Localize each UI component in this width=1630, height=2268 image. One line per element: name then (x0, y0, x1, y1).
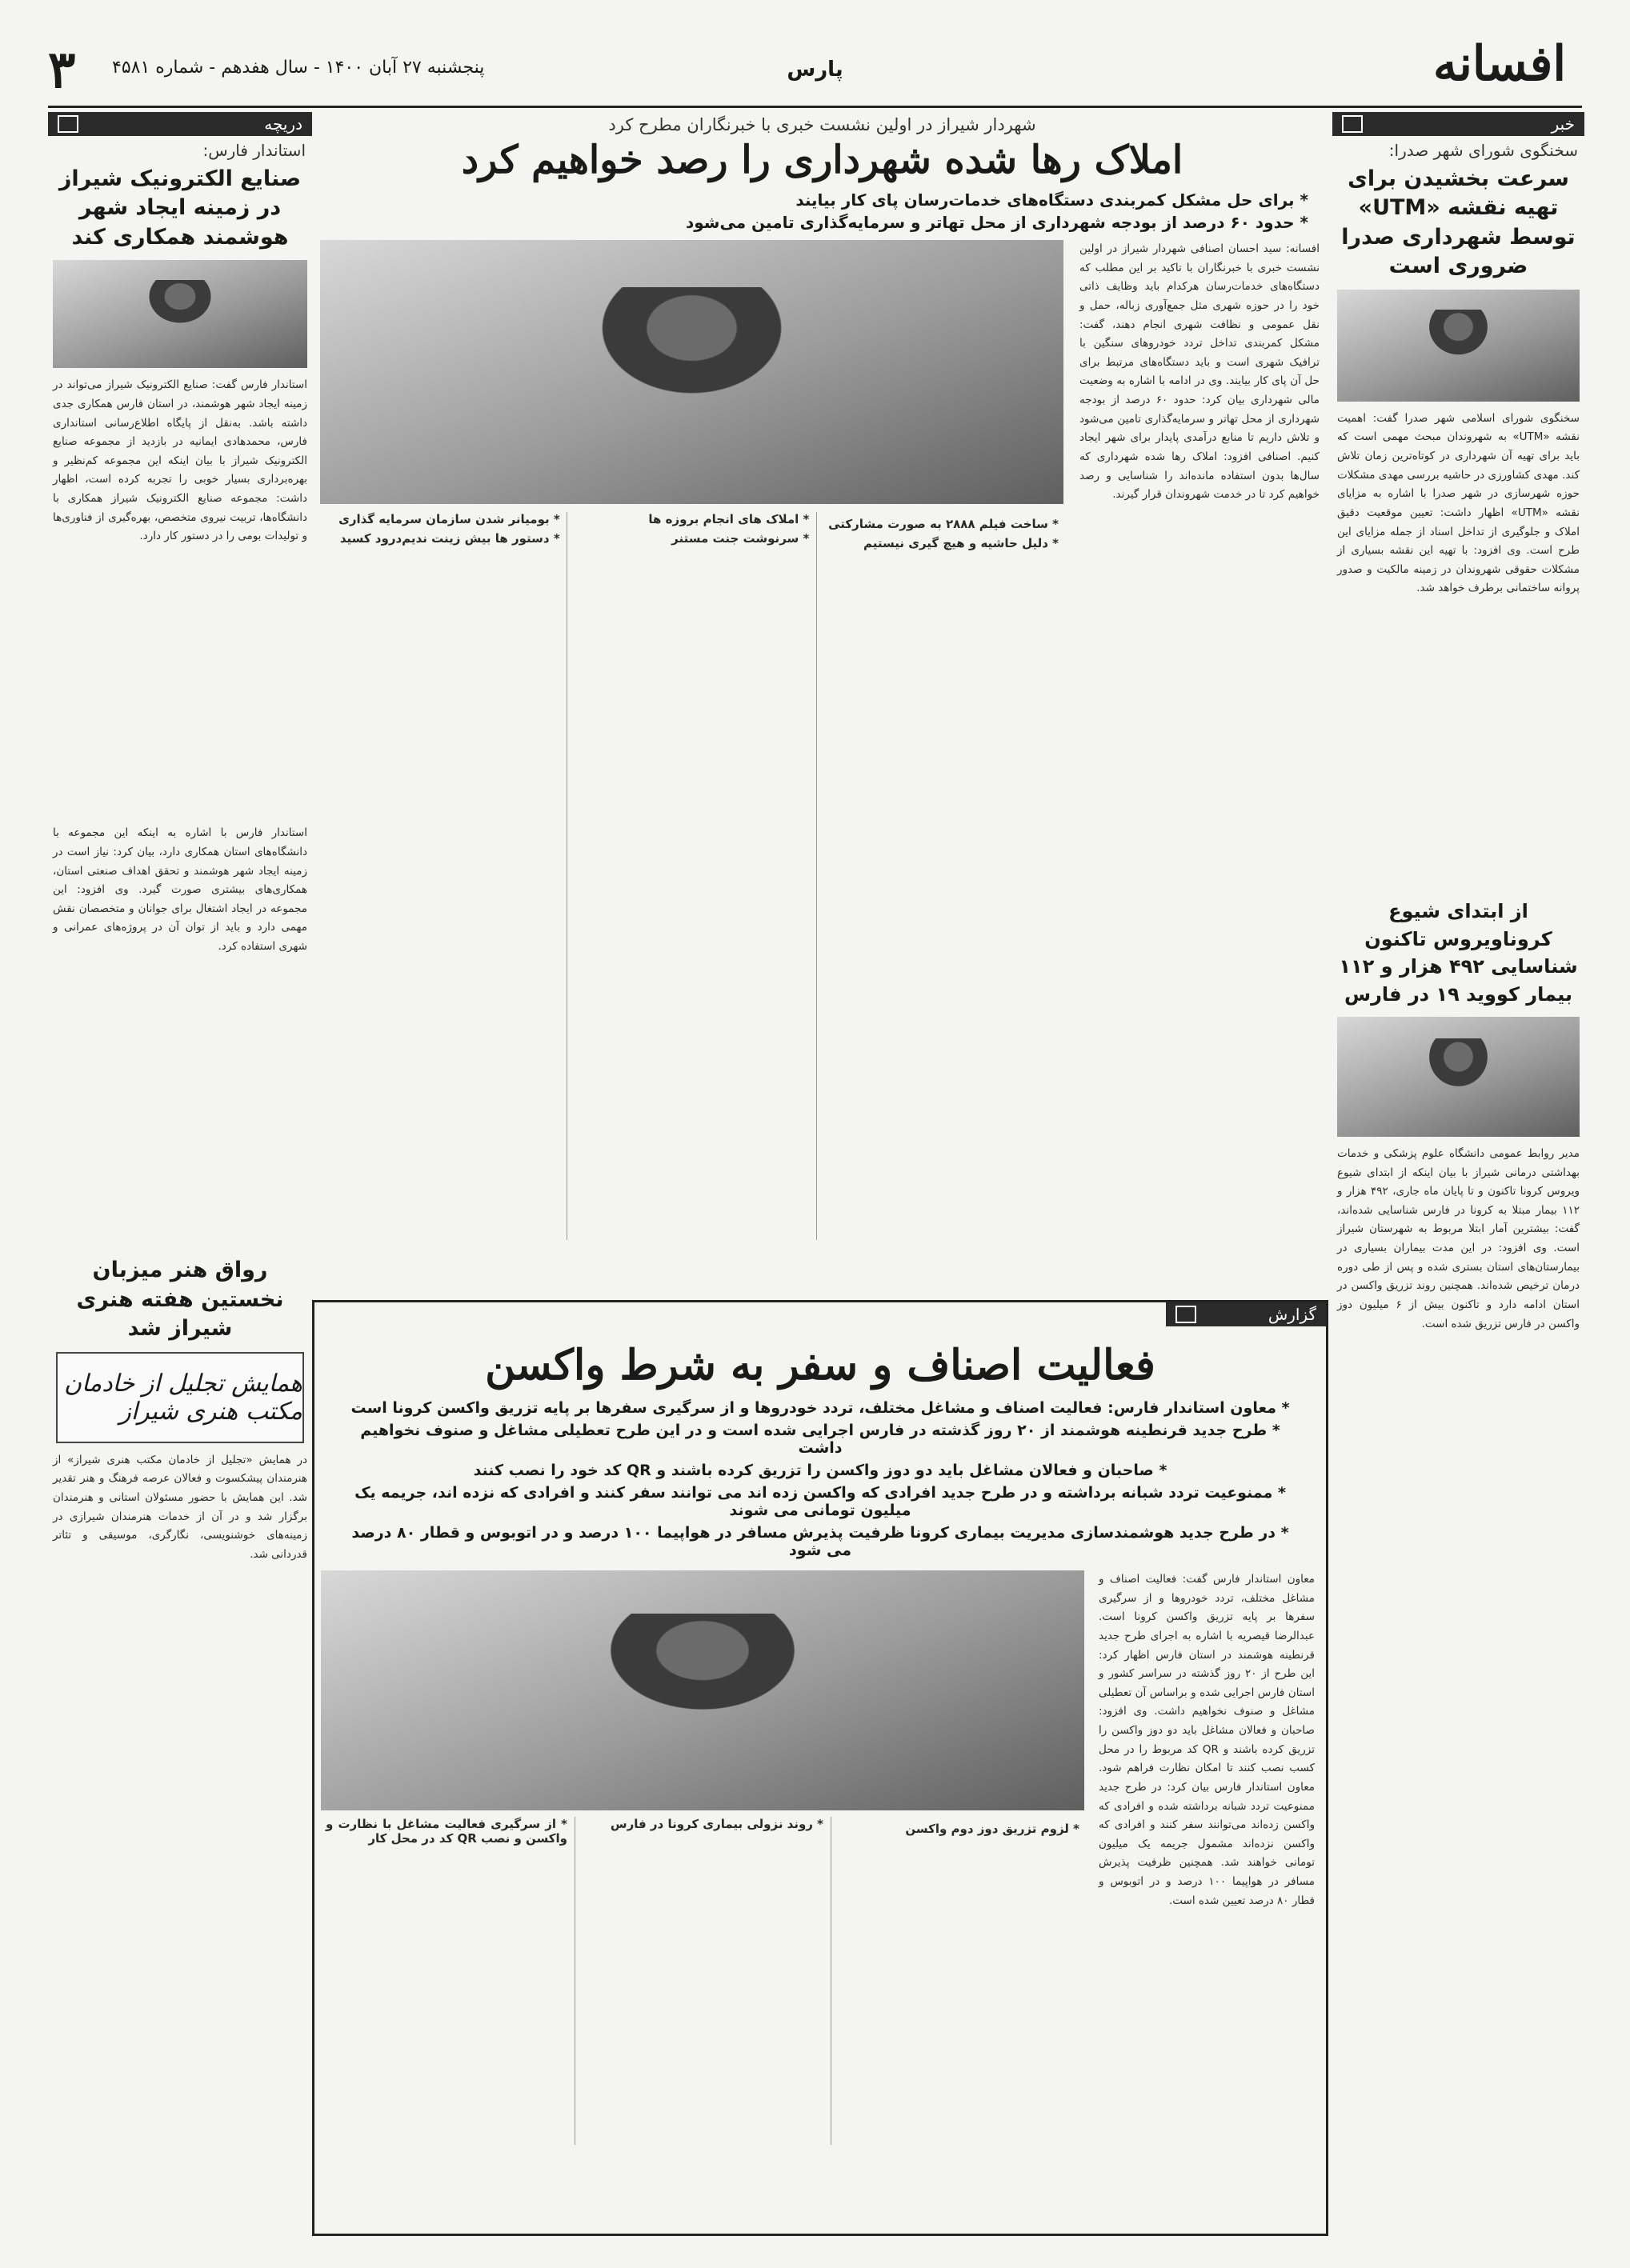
newspaper-logo: افسانه (1432, 36, 1566, 92)
hospital-photo (1337, 1017, 1580, 1137)
report-bullet: * صاحبان و فعالان مشاغل باید دو دوز واکسن را تزریق کرده باشند و QR کد خود را نصب کنند (473, 1462, 1167, 1479)
report-tag-label: گزارش (1268, 1305, 1316, 1324)
right-kicker: سخنگوی شورای شهر صدرا: (1388, 141, 1578, 160)
left-headline: صنایع الکترونیک شیراز در زمینه ایجاد شهر هوشمند همکاری کند (58, 166, 302, 250)
right-body-1: سخنگوی شورای اسلامی شهر صدرا گفت: اهمیت نقشه «UTM» به شهروندان مبحث مهمی است که باید برای تهیه آن شهرداری در کوتاه‌ترین زمان تلاش کند. مهدی کشاورزی در حاشیه بررسی مهدی مشکلات حوزه شهرسازی در شهر صدرا با اشاره به مزایای نقشه «UTM» اظهار داشت: تعیین موقعیت دقیق املاک و جلوگیری از تداخل اسناد از جمله مزایای این طرح است. وی افزود: با تهیه این نقشه بسیاری از مشکلات حقوقی شهروندان در زمینه مالکیت و صدور پروانه ساختمانی برطرف خواهد شد. (1337, 411, 1580, 595)
news-tag-label: خبر (1551, 114, 1575, 134)
masthead (48, 36, 1582, 104)
left-kicker: استاندار فارس: (202, 141, 306, 160)
main-kicker: شهردار شیراز در اولین نشست خبری با خبرنگاران مطرح کرد (608, 115, 1036, 134)
page-number: ۳ (48, 40, 76, 100)
masthead-rule (48, 106, 1582, 108)
report-headline: فعالیت اصناف و سفر به شرط واکسن (485, 1341, 1155, 1390)
main-headline: املاک رها شده شهرداری را رصد خواهیم کرد (461, 138, 1183, 182)
news-icon (1342, 115, 1363, 133)
report-bullet: * ممنوعیت تردد شبانه برداشته و در طرح جدید افرادی که واکسن زده اند می توانند سفر کنند و افرادی که نزده اند، جریمه یک میلیون تومانی می شوند (354, 1484, 1286, 1519)
main-article (320, 112, 1324, 1292)
window-tag (48, 112, 312, 136)
window-icon (58, 115, 78, 133)
main-subhead: * املاک های انجام بروزه ها (648, 512, 810, 526)
issue-date-line: پنجشنبه ۲۷ آبان ۱۴۰۰ - سال هفدهم - شماره ۴۵۸۱ (112, 58, 485, 78)
left-body-2: استاندار فارس با اشاره به اینکه این مجموعه با دانشگاه‌های استان همکاری دارد، بیان کرد: نیاز است در زمینه ایجاد شهر هوشمند و تحقق اهداف صنعتی استان، همکاری‌های بیشتری صورت گیرد. وی افزود: این مجموعه در ایجاد اشتغال برای جوانان و متخصصان نقش مهمی دارد و باید از توان آن در پروژه‌های عمرانی و شهری استفاده کرد. (53, 826, 307, 954)
left-body-1: استاندار فارس گفت: صنایع الکترونیک شیراز می‌تواند در زمینه ایجاد شهر هوشمند، در استان فارس همکاری جدی داشته باشد. به‌نقل از پایگاه اطلاع‌رسانی استانداری فارس، محمدهادی ایمانیه در بازدید از مجموعه صنایع الکترونیک شیراز با بیان اینکه این مجموعه کم‌نظیر و بهره‌برداری بسیار خوبی را تجربه کرده است، اظهار داشت: مجموعه صنایع الکترونیک شیراز همکاری با دانشگاه‌ها، تربیت نیروی متخصص، بهره‌گیری از فناوری‌ها و تولیدات بومی را در دستور کار دارد. (53, 378, 307, 543)
corona-headline: از ابتدای شیوع کروناویروس تاکنون شناسایی ۴۹۲ هزار و ۱۱۲ بیمار کووید ۱۹ در فارس (1339, 899, 1578, 1006)
spokesman-photo (1337, 290, 1580, 402)
meeting-photo (53, 260, 307, 368)
main-subhead: * بومیانر شدن سازمان سرمایه گذاری (338, 512, 560, 526)
main-subhead: * سرنوشت جنت مستنر (671, 531, 810, 546)
main-body-lead: افسانه: سید احسان اصنافی شهردار شیراز در اولین نشست خبری با خبرنگاران با تاکید بر این مطلب که دستگاه‌های خدمات‌رسان هرکدام باید وظایف ذاتی خود را در حوزه شهری مثل جمع‌آوری زباله، حمل و نقل عمومی و نظافت شهری انجام دهند، گفت: مشکل کمربندی تداخل تردد خودروهای سنگین با ترافیک شهری است و باید دستگاه‌های مرتبط برای حل آن پای کار بیایند. وی در ادامه با اشاره به وضعیت مالی شهرداری بیان کرد: حدود ۶۰ درصد از بودجه شهرداری از محل تهاتر و سرمایه‌گذاری تامین می‌شود و تلاش داریم تا منابع درآمدی پایدار برای شهر ایجاد کنیم. اصنافی افزود: املاک رها شده شهرداری که سال‌ها بدون استفاده مانده‌اند را شناسایی و رصد خواهیم کرد تا در خدمت شهروندان قرار گیرند. (1079, 242, 1320, 502)
left-second-headline: رواق هنر میزبان نخستین هفته هنری شیراز شد (76, 1258, 284, 1342)
official-photo (321, 1570, 1084, 1810)
report-bullet: * طرح جدید قرنطینه هوشمند از ۲۰ روز گذشته در فارس اجرایی شده است و در این طرح تعطیلی مشاغل و صنوف نخواهیم داشت (360, 1422, 1280, 1457)
report-body-lead: معاون استاندار فارس گفت: فعالیت اصناف و مشاغل مختلف، تردد خودروها و از سرگیری سفرها بر پایه تزریق واکسن کرونا است. عبدالرضا قیصریه با اشاره به اجرای طرح جدید قرنطینه هوشمند در استان فارس اظهار کرد: این طرح از ۲۰ روز گذشته در سراسر کشور و استان فارس اجرایی شده و براساس آن تعطیلی مشاغل و صنوف نخواهیم داشت. وی افزود: صاحبان و فعالان مشاغل باید دو دوز واکسن را تزریق کرده باشند و QR کد مربوط را در محل کسب نصب کنند تا امکان نظارت فراهم شود. معاون استاندار فارس بیان کرد: در طرح جدید ممنوعیت تردد شبانه برداشته شده و افرادی که واکسن زده‌اند می‌توانند سفر کنند و افرادی که واکسن نزده‌اند مشمول جریمه یک میلیون تومانی خواهند شد. همچنین ظرفیت پذیرش مسافر در هواپیما ۱۰۰ درصد و در اتوبوس و قطار ۸۰ درصد تعیین شده است. (1099, 1573, 1315, 1907)
right-body-2: مدیر روابط عمومی دانشگاه علوم پزشکی و خدمات بهداشتی درمانی شیراز با بیان اینکه از ابتدای شیوع ویروس کرونا تاکنون و تا پایان ماه جاری، ۴۹۲ هزار و ۱۱۲ بیمار مبتلا به کرونا در فارس شناسایی شده‌اند، گفت: بیشترین آمار ابتلا مربوط به شهرستان شیراز است. وی افزود: در این مدت بیماران بسیاری در بیمارستان‌های استان بستری شده و پس از طی دوره درمان ترخیص شده‌اند. همچنین روند تزریق واکسن در استان ادامه دارد و تاکنون بیش از ۶ میلیون دوز واکسن در فارس تزریق شده است. (1337, 1146, 1580, 1330)
report-bullet: * معاون استاندار فارس: فعالیت اصناف و مشاغل مختلف، تردد خودروها و از سرگیری سفرها بر پایه تزریق واکسن کرونا است (350, 1399, 1290, 1417)
report-body-columns (321, 1817, 1084, 2145)
news-tag (1332, 112, 1584, 136)
mayor-photo (320, 240, 1063, 504)
left-body-3: در همایش «تجلیل از خادمان مکتب هنری شیراز» از هنرمندان پیشکسوت و فعالان عرصه فرهنگ و هنر تقدیر شد. این همایش با حضور مسئولان استانی و هنرمندان برگزار شد و در آن از خدمات هنرمندان شیرازی در زمینه‌های خوشنویسی، نگارگری، موسیقی و تئاتر قدردانی شد. (53, 1453, 307, 1561)
report-subhead: * روند نزولی بیماری کرونا در فارس (610, 1817, 823, 1831)
report-box (312, 1300, 1328, 2236)
report-icon (1175, 1306, 1196, 1323)
main-subhead: * دستور ها بیش زینت ندیم‌درود کسید (339, 531, 560, 546)
main-body-columns (320, 512, 1063, 1240)
main-bullet-1: * برای حل مشکل کمربندی دستگاه‌های خدمات‌رسان پای کار بیایند (795, 190, 1308, 210)
report-tag (1166, 1302, 1326, 1326)
main-subhead: * دلیل حاشیه و هیچ گیری نیستیم (863, 536, 1059, 550)
event-banner: همایش تجلیل از خادمان مکتب هنری شیراز (56, 1352, 304, 1443)
main-bullet-2: * حدود ۶۰ درصد از بودجه شهرداری از محل تهاتر و سرمایه‌گذاری تامین می‌شود (685, 213, 1308, 232)
right-headline: سرعت بخشیدن برای تهیه نقشه «UTM» توسط شهرداری صدرا ضروری است (1341, 166, 1576, 279)
left-column (48, 112, 312, 2240)
main-subhead: * ساخت فیلم ۲۸۸۸ به صورت مشارکتی (828, 517, 1059, 531)
report-bullet: * در طرح جدید هوشمندسازی مدیریت بیماری کرونا ظرفیت پذیرش مسافر در هواپیما ۱۰۰ درصد و در اتوبوس و قطار ۸۰ درصد می شود (351, 1524, 1289, 1559)
window-tag-label: دریچه (264, 114, 302, 134)
section-name: پارس (787, 58, 843, 82)
report-subhead: * لزوم تزریق دوز دوم واکسن (905, 1822, 1079, 1836)
right-column (1332, 112, 1584, 2240)
report-subhead: * از سرگیری فعالیت مشاغل با نظارت و واکسن و نصب QR کد در محل کار (326, 1817, 567, 1846)
